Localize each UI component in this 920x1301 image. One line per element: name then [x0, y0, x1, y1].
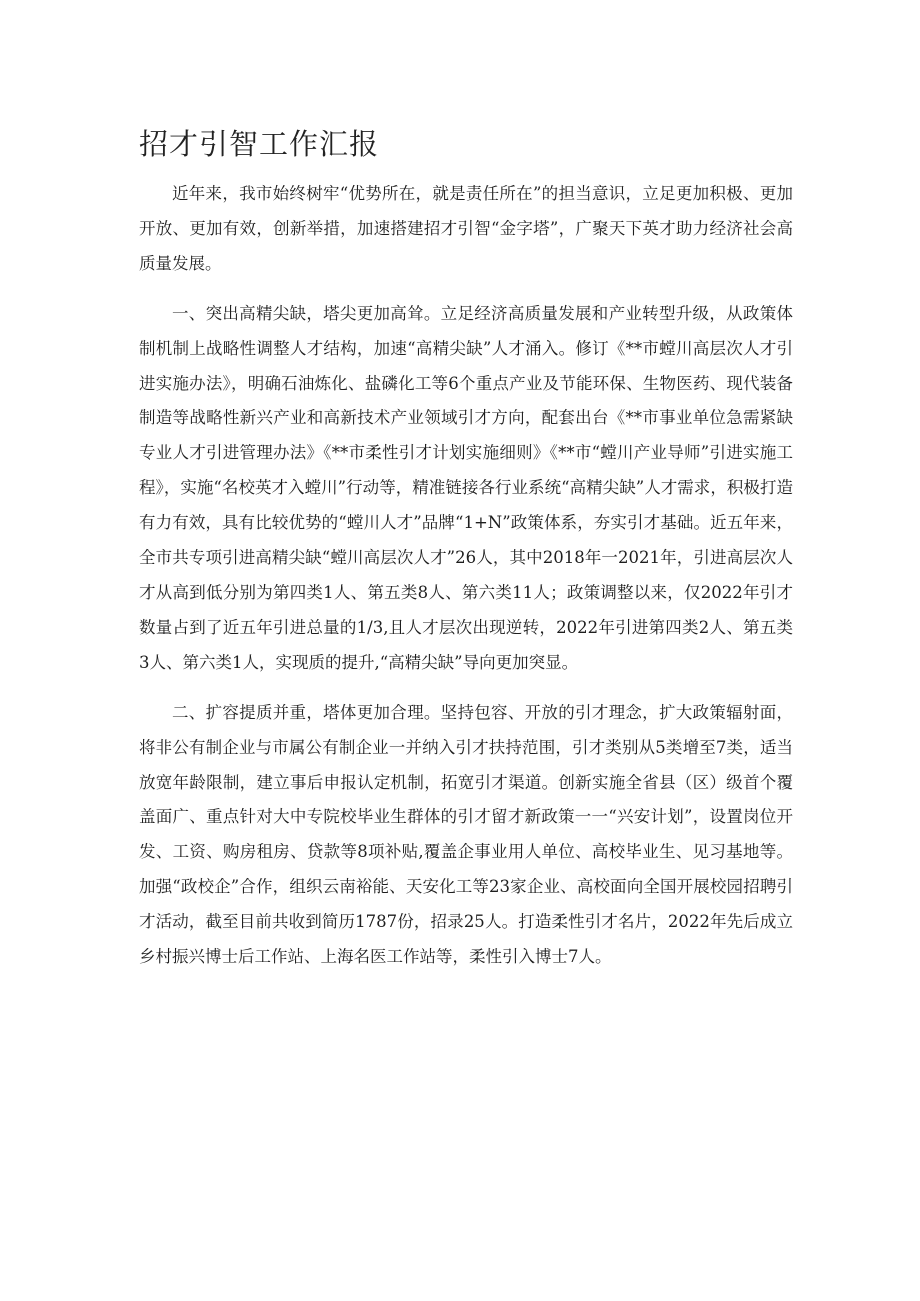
document-body — [139, 177, 793, 990]
paragraph-section-one: 一、突出高精尖缺，塔尖更加高耸。立足经济高质量发展和产业转型升级，从政策体制机制上战略性调整人才结构，加速“高精尖缺”人才涌入。修订《**市螳川高层次人才引进实施办法》，明确石油炼化、盐磷化工等6个重点产业及节能环保、生物医药、现代装备制造等战略性新兴产业和高新技术产业领域引才方向，配套出台《**市事业单位急需紧缺专业人才引进管理办法》《**市柔性引才计划实施细则》《**市“螳川产业导师”引进实施工程》，实施“名校英才入螳川”行动等，精准链接各行业系统“高精尖缺”人才需求，积极打造有力有效，具有比较优势的“螳川人才”品牌“1+N”政策体系，夯实引才基础。近五年来，全市共专项引进高精尖缺“螳川高层次人才”26人，其中2018年一2021年，引进高层次人才从高到低分别为第四类1人、第五类8人、第六类11人；政策调整以来，仅2022年引才数量占到了近五年引进总量的1/3,且人才层次出现逆转，2022年引进第四类2人、第五类3人、第六类1人，实现质的提升,“高精尖缺”导向更加突显。 — [139, 303, 793, 672]
paragraph-intro: 近年来，我市始终树牢“优势所在，就是责任所在”的担当意识，立足更加积极、更加开放、更加有效，创新举措，加速搭建招才引智“金字塔”，广聚天下英才助力经济社会高质量发展。 — [139, 184, 793, 273]
document-title: 招才引智工作汇报 — [139, 127, 380, 161]
paragraph-section-two: 二、扩容提质并重，塔体更加合理。坚持包容、开放的引才理念，扩大政策辐射面，将非公有制企业与市属公有制企业一并纳入引才扶持范围，引才类别从5类增至7类，适当放宽年龄限制，建立事后申报认定机制，拓宽引才渠道。创新实施全省县（区）级首个覆盖面广、重点针对大中专院校毕业生群体的引才留才新政策一一“兴安计划”，设置岗位开发、工资、购房租房、贷款等8项补贴,覆盖企事业用人单位、高校毕业生、见习基地等。加强“政校企”合作，组织云南裕能、天安化工等23家企业、高校面向全国开展校园招聘引才活动，截至目前共收到简历1787份，招录25人。打造柔性引才名片，2022年先后成立乡村振兴博士后工作站、上海名医工作站等，柔性引入博士7人。 — [139, 702, 793, 967]
